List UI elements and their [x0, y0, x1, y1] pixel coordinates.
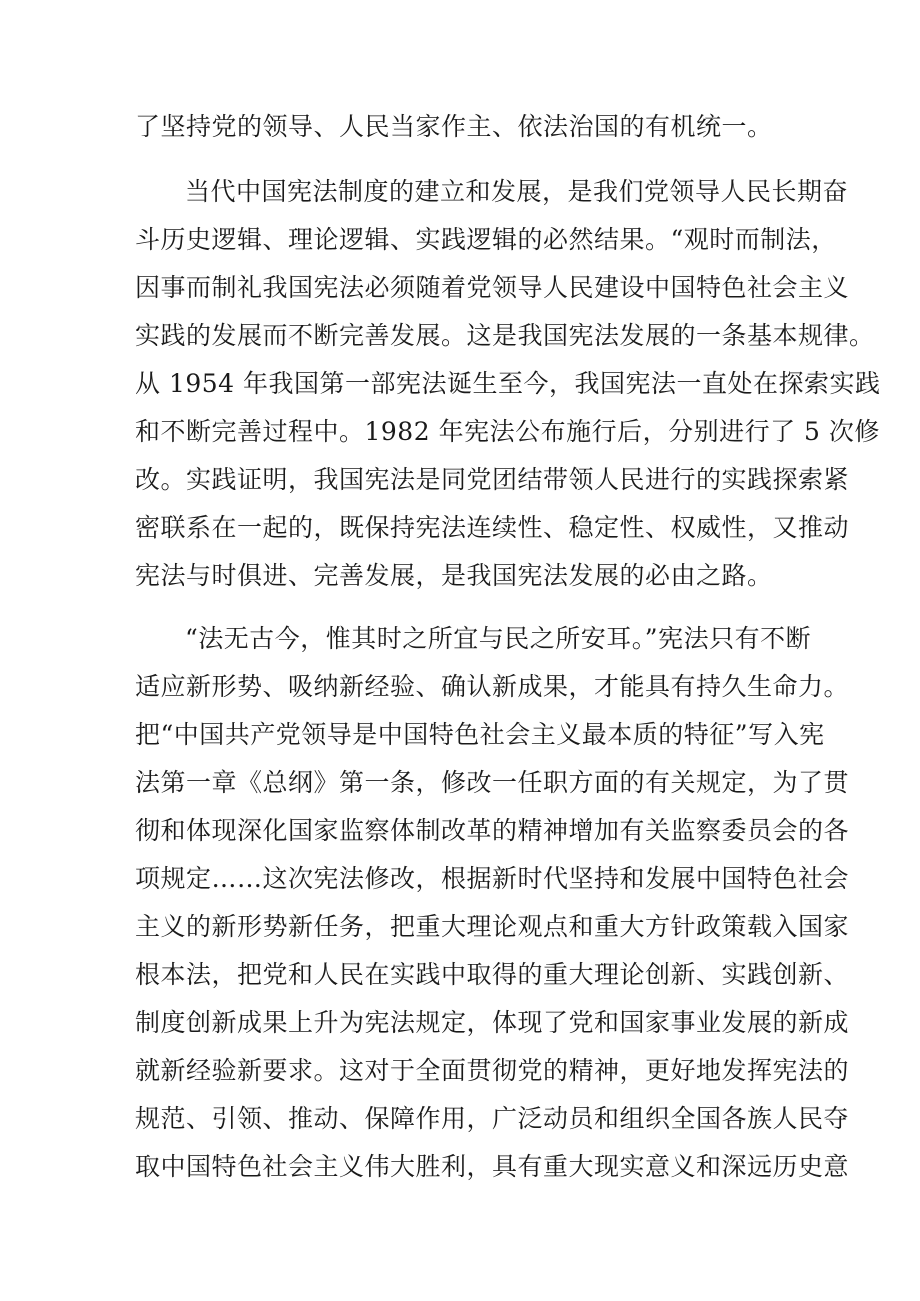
paragraph-3-line-5: 彻和体现深化国家监察体制改革的精神增加有关监察委员会的各	[135, 816, 850, 845]
paragraph-3-line-11: 规范、引领、推动、保障作用，广泛动员和组织全国各族人民夺	[135, 1104, 850, 1133]
paragraph-3-line-10: 就新经验新要求。这对于全面贯彻党的精神，更好地发挥宪法的	[135, 1056, 850, 1085]
paragraph-2-line-2: 斗历史逻辑、理论逻辑、实践逻辑的必然结果。“观时而制法，	[135, 225, 837, 254]
paragraph-3-line-9: 制度创新成果上升为宪法规定，体现了党和国家事业发展的新成	[135, 1008, 850, 1037]
paragraph-3-line-3: 把“中国共产党领导是中国特色社会主义最本质的特征”写入宪	[135, 720, 825, 749]
paragraph-1-line-1: 了坚持党的领导、人民当家作主、依法治国的有机统一。	[135, 112, 773, 141]
paragraph-3-line-12: 取中国特色社会主义伟大胜利，具有重大现实意义和深远历史意	[135, 1152, 850, 1181]
paragraph-2-line-3: 因事而制礼我国宪法必须随着党领导人民建设中国特色社会主义	[135, 273, 850, 302]
paragraph-2-line-8: 密联系在一起的，既保持宪法连续性、稳定性、权威性，又推动	[135, 513, 850, 542]
paragraph-3-line-7: 主义的新形势新任务，把重大理论观点和重大方针政策载入国家	[135, 912, 850, 941]
paragraph-3-line-2: 适应新形势、吸纳新经验、确认新成果，才能具有持久生命力。	[135, 672, 850, 701]
paragraph-2-line-5: 从 1954 年我国第一部宪法诞生至今，我国宪法一直处在探索实践	[135, 369, 881, 398]
paragraph-2-line-9: 宪法与时俱进、完善发展，是我国宪法发展的必由之路。	[135, 561, 773, 590]
paragraph-3-line-8: 根本法，把党和人民在实践中取得的重大理论创新、实践创新、	[135, 960, 850, 989]
paragraph-2-line-6: 和不断完善过程中。1982 年宪法公布施行后，分别进行了 5 次修	[135, 417, 880, 446]
paragraph-2-line-7: 改。实践证明，我国宪法是同党团结带领人民进行的实践探索紧	[135, 465, 850, 494]
paragraph-3-line-4: 法第一章《总纲》第一条，修改一任职方面的有关规定，为了贯	[135, 768, 850, 797]
paragraph-3-line-6: 项规定……这次宪法修改，根据新时代坚持和发展中国特色社会	[135, 864, 850, 893]
paragraph-3-line-1: “法无古今，惟其时之所宜与民之所安耳。”宪法只有不断	[185, 624, 812, 653]
paragraph-2-line-4: 实践的发展而不断完善发展。这是我国宪法发展的一条基本规律。	[135, 321, 875, 350]
paragraph-2-line-1: 当代中国宪法制度的建立和发展，是我们党领导人民长期奋	[185, 177, 849, 206]
